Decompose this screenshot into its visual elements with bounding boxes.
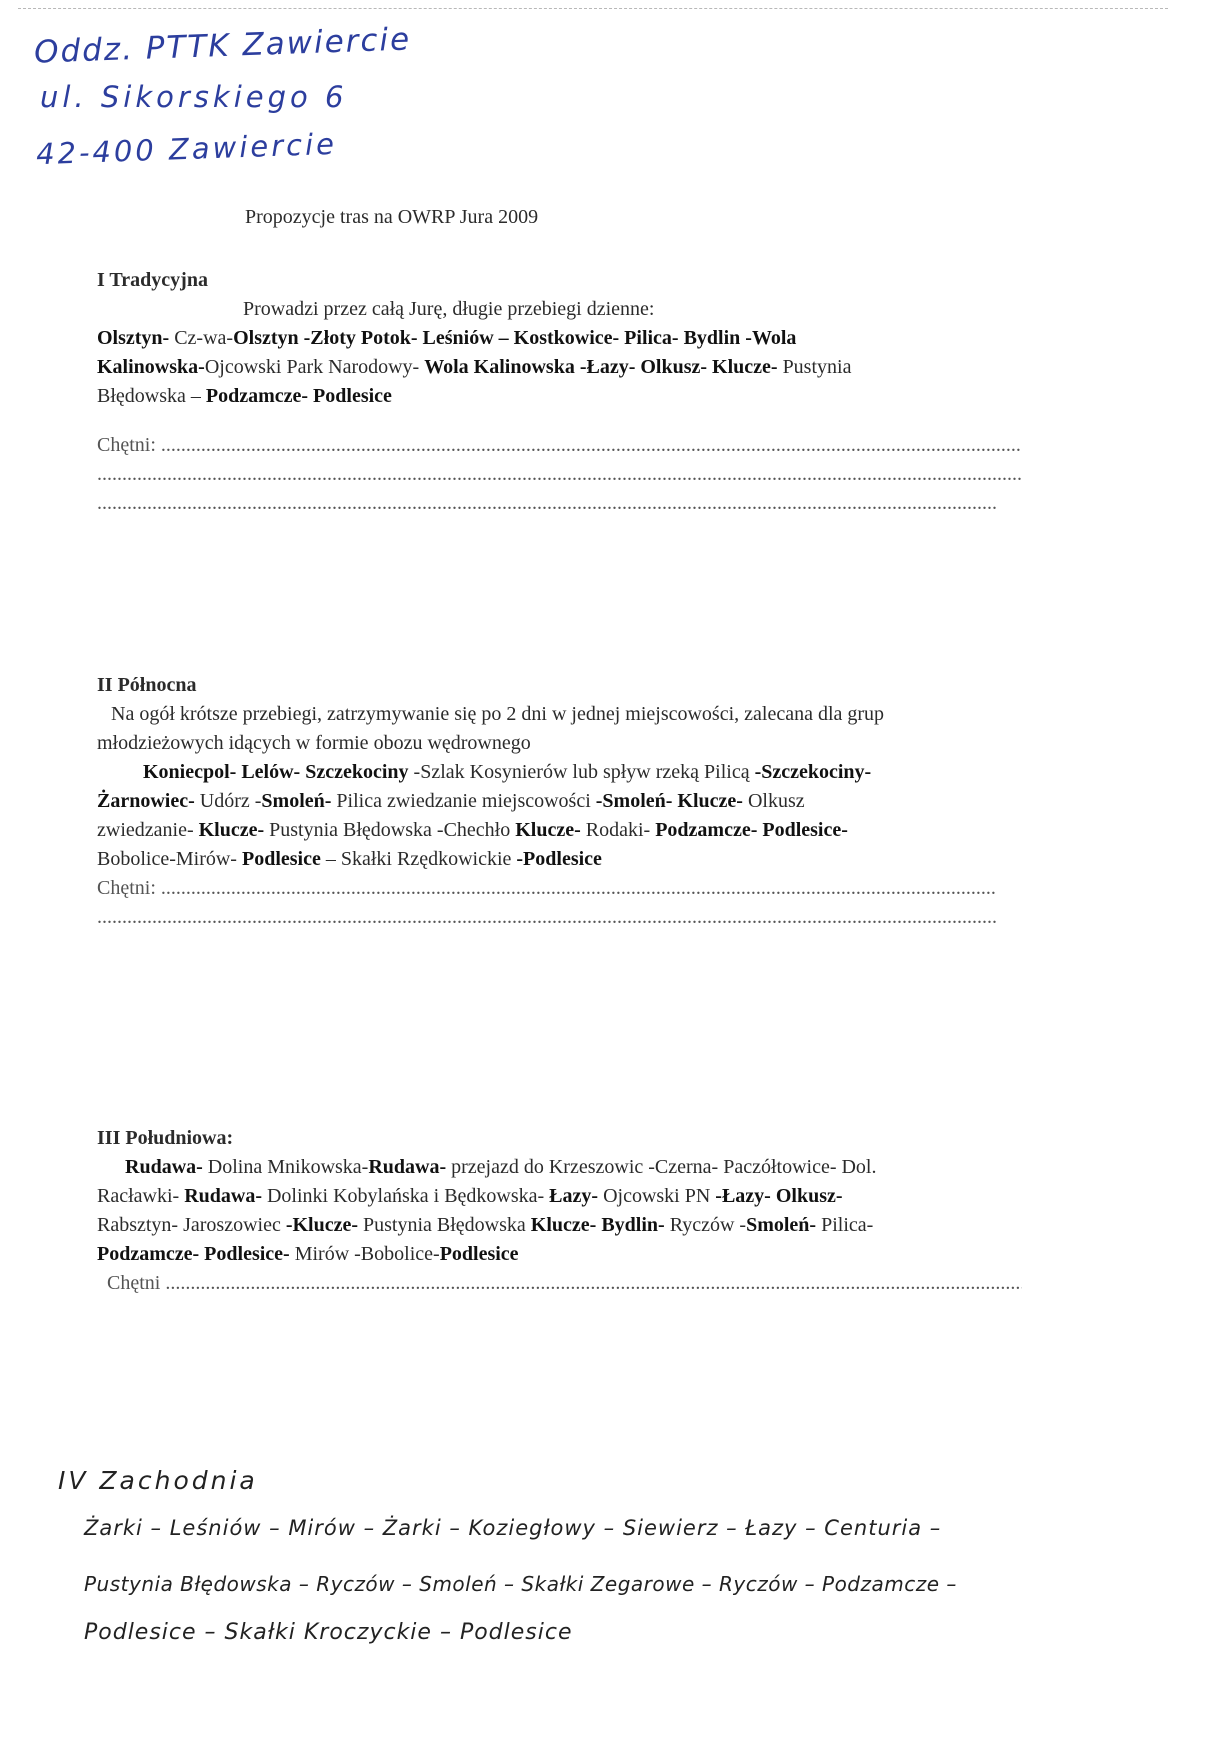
route-text xyxy=(97,1153,1097,1269)
route-segment: Olsztyn- xyxy=(97,327,170,349)
route-segment: Klucze- xyxy=(198,819,265,841)
section-intro: młodzieżowych idących w formie obozu wędrownego xyxy=(97,732,531,754)
route-segment: Smoleń- xyxy=(746,1214,817,1236)
route-text xyxy=(97,324,1097,411)
route-segment: Olkusz xyxy=(742,790,805,812)
handwritten-route-line: Pustynia Błędowska – Ryczów – Smoleń – Skałki Zegarowe – Ryczów – Podzamcze – xyxy=(84,1572,957,1596)
route-segment: zwiedzanie- xyxy=(97,819,199,841)
section-1 xyxy=(97,266,1097,518)
handwritten-route-line: Żarki – Leśniów – Mirów – Żarki – Koziegłowy – Siewierz – Łazy – Centuria – xyxy=(84,1516,942,1540)
route-line xyxy=(97,353,1097,382)
route-segment: – Skałki Rzędkowickie xyxy=(320,848,517,870)
route-segment: Błędowska – xyxy=(97,385,206,407)
document-title: Propozycje tras na OWRP Jura 2009 xyxy=(245,206,539,228)
route-text xyxy=(97,758,1097,874)
signup-field-continued[interactable] xyxy=(97,489,997,518)
route-segment: Mirów -Bobolice- xyxy=(289,1243,440,1265)
section-heading: I Tradycyjna xyxy=(97,269,208,291)
route-segment: Podzamcze- Podlesice- xyxy=(655,819,848,841)
signup-field[interactable] xyxy=(97,874,997,903)
section-intro: Prowadzi przez całą Jurę, długie przebiegi dzienne: xyxy=(243,298,655,320)
route-line xyxy=(97,1211,1097,1240)
address-line-1: Oddz. PTTK Zawiercie xyxy=(33,21,412,71)
route-segment: Racławki- xyxy=(97,1185,185,1207)
route-segment: Wola Kalinowska -Łazy- Olkusz- Klucze- xyxy=(424,356,778,378)
signup-field-continued[interactable] xyxy=(97,460,1022,489)
route-segment: -Klucze- xyxy=(285,1214,359,1236)
route-segment: Kalinowska- xyxy=(97,356,205,378)
signup-label: Chętni: xyxy=(97,877,156,899)
route-segment: -Szlak Kosynierów lub spływ rzeką Pilicą xyxy=(408,761,755,783)
route-segment: Podzamcze- Podlesice xyxy=(205,385,392,407)
route-segment: -Szczekociny- xyxy=(754,761,872,783)
route-segment: Smoleń- xyxy=(261,790,332,812)
route-line xyxy=(97,1182,1097,1211)
route-segment: Rodaki- xyxy=(580,819,656,841)
route-segment: Pustynia Błędowska -Chechło xyxy=(264,819,516,841)
route-segment: Klucze- xyxy=(515,819,581,841)
handwritten-route-line: Podlesice – Skałki Kroczyckie – Podlesice xyxy=(84,1620,573,1645)
route-segment: Pilica- xyxy=(816,1214,874,1236)
route-line xyxy=(97,1240,1097,1269)
route-segment: Pustynia xyxy=(777,356,852,378)
address-line-2: ul. Sikorskiego 6 xyxy=(40,80,348,114)
signup-label: Chętni: xyxy=(97,434,156,456)
route-segment: Podlesice xyxy=(241,848,321,870)
route-line xyxy=(97,758,1097,787)
route-segment: Udórz - xyxy=(194,790,262,812)
route-segment: Koniecpol- Lelów- Szczekociny xyxy=(143,761,409,783)
route-segment: Ojcowski PN xyxy=(598,1185,716,1207)
route-line xyxy=(97,787,1097,816)
route-segment: Bobolice-Mirów- xyxy=(97,848,242,870)
route-segment: Rudawa- xyxy=(368,1156,447,1178)
section-intro: Na ogół krótsze przebiegi, zatrzymywanie się po 2 dni w jednej miejscowości, zalecana dla grup xyxy=(111,703,885,725)
route-segment: Klucze- Bydlin- xyxy=(530,1214,665,1236)
route-segment: -Łazy- Olkusz- xyxy=(715,1185,843,1207)
section-heading: II Północna xyxy=(97,674,197,696)
route-segment: Podzamcze- Podlesice- xyxy=(97,1243,290,1265)
section-2 xyxy=(97,671,1097,932)
signup-field-continued[interactable] xyxy=(97,903,997,932)
route-segment: Pilica zwiedzanie miejscowości xyxy=(331,790,596,812)
scan-edge-line xyxy=(18,8,1168,9)
route-segment: Pustynia Błędowska xyxy=(358,1214,531,1236)
route-segment: Ryczów - xyxy=(664,1214,747,1236)
route-segment: Żarnowiec- xyxy=(97,790,195,812)
route-line xyxy=(97,324,1097,353)
route-segment: -Podlesice xyxy=(516,848,602,870)
route-line xyxy=(97,1153,1097,1182)
route-segment: Olsztyn -Złoty Potok- Leśniów – Kostkowice- Pilica- Bydlin -Wola xyxy=(233,327,797,349)
route-segment: Rabsztyn- Jaroszowiec xyxy=(97,1214,286,1236)
route-segment: Podlesice xyxy=(439,1243,519,1265)
route-segment: Ojcowski Park Narodowy- xyxy=(204,356,425,378)
section-heading: III Południowa: xyxy=(97,1127,234,1149)
handwritten-heading: IV Zachodnia xyxy=(58,1466,258,1495)
route-segment: -Smoleń- Klucze- xyxy=(595,790,743,812)
route-line xyxy=(97,382,1097,411)
section-3 xyxy=(97,1124,1097,1298)
signup-field[interactable] xyxy=(97,1269,1022,1298)
signup-label: Chętni xyxy=(107,1272,161,1294)
route-segment: Rudawa- xyxy=(125,1156,203,1178)
route-segment: Dolinki Kobylańska i Będkowska- xyxy=(261,1185,550,1207)
route-segment: przejazd do Krzeszowic -Czerna- Paczółtowice- Dol. xyxy=(446,1156,877,1178)
route-segment: Dolina Mnikowska- xyxy=(202,1156,369,1178)
route-line xyxy=(97,816,1097,845)
route-segment: Rudawa- xyxy=(184,1185,262,1207)
signup-field[interactable] xyxy=(97,431,1022,460)
route-segment: Cz-wa- xyxy=(169,327,234,349)
route-line xyxy=(97,845,1097,874)
address-line-3: 42-400 Zawiercie xyxy=(35,126,338,172)
route-segment: Łazy- xyxy=(549,1185,599,1207)
